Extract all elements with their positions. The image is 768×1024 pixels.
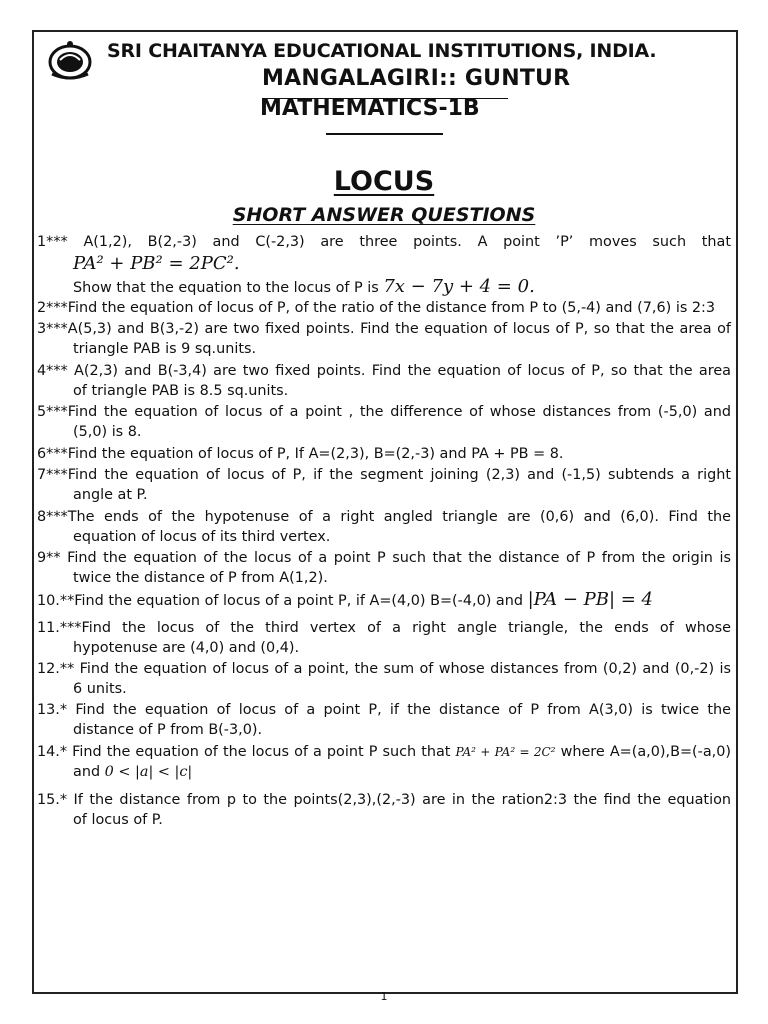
institution-name: SRI CHAITANYA EDUCATIONAL INSTITUTIONS, INDIA.: [107, 40, 657, 62]
question-3: 3***A(5,3) and B(3,-2) are two fixed points. Find the equation of locus of P, so that the area of triangle PAB is 9 sq.units.: [37, 321, 731, 357]
equation: 0 < |a| < |c|: [104, 764, 193, 780]
question-15: 15.* If the distance from p to the points(2,3),(2,-3) are in the ration2:3 the find the equation of locus of P.: [37, 792, 731, 828]
question-5: 5***Find the equation of locus of a point , the difference of whose distances from (-5,0) and (5,0) is 8.: [37, 404, 731, 440]
question-12: 12.** Find the equation of locus of a point, the sum of whose distances from (0,2) and (0,-2) is 6 units.: [37, 661, 731, 697]
question-1: 1*** A(1,2), B(2,-3) and C(-2,3) are three points. A point ’P’ moves such that PA² + PB² = 2PC². Show that the equation to the locus of P is 7x − 7y + 4 = 0.: [37, 234, 731, 297]
question-4: 4*** A(2,3) and B(-3,4) are two fixed points. Find the equation of locus of P, so that the area of triangle PAB is 8.5 sq.units.: [37, 363, 731, 399]
institution-city: MANGALAGIRI:: GUNTUR: [262, 66, 571, 91]
institution-logo-icon: [46, 38, 94, 82]
section-title: SHORT ANSWER QUESTIONS: [232, 204, 536, 226]
question-9: 9** Find the equation of the locus of a point P such that the distance of P from the origin is twice the distance of P from A(1,2).: [37, 550, 731, 586]
equation: PA² + PA² = 2C²: [455, 745, 556, 759]
subject-title: MATHEMATICS-1B: [260, 96, 480, 121]
question-2: 2***Find the equation of locus of P, of the ratio of the distance from P to (5,-4) and (7,6) is 2:3: [37, 300, 716, 316]
question-10: 10.**Find the equation of locus of a point P, if A=(4,0) B=(-4,0) and |PA − PB| = 4: [37, 589, 654, 610]
question-7: 7***Find the equation of locus of P, if the segment joining (2,3) and (-1,5) subtends a right angle at P.: [37, 467, 731, 503]
header-divider: [326, 133, 443, 135]
question-13: 13.* Find the equation of locus of a point P, if the distance of P from A(3,0) is twice the distance of P from B(-3,0).: [37, 702, 731, 738]
question-6: 6***Find the equation of locus of P, If A=(2,3), B=(2,-3) and PA + PB = 8.: [37, 446, 564, 462]
equation: |PA − PB| = 4: [527, 589, 654, 610]
question-8: 8***The ends of the hypotenuse of a right angled triangle are (0,6) and (6,0). Find the equation of locus of its third vertex.: [37, 509, 731, 545]
page-number: 1: [380, 990, 388, 1003]
equation: 7x − 7y + 4 = 0.: [383, 276, 535, 297]
question-11: 11.***Find the locus of the third vertex of a right angle triangle, the ends of whose hypotenuse are (4,0) and (0,4).: [37, 620, 731, 656]
topic-title: LOCUS: [333, 166, 435, 197]
question-14: 14.* Find the equation of the locus of a point P such that PA² + PA² = 2C² where A=(a,0),B=(-a,0) and 0 < |a| < |c|: [37, 744, 731, 780]
equation: PA² + PB² = 2PC².: [73, 253, 240, 274]
